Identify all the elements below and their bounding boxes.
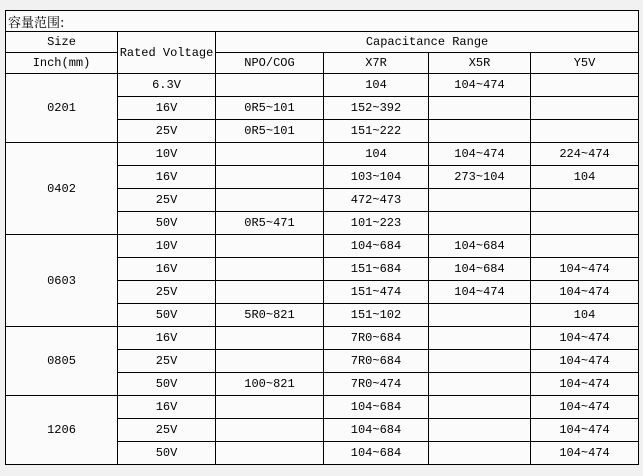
capacitance-range-table: [5, 10, 639, 465]
capacitance-cell: [216, 189, 324, 212]
capacitance-cell: 104: [324, 74, 429, 97]
capacitance-cell: [216, 143, 324, 166]
col-header-capacitance-range: Capacitance Range: [216, 32, 639, 53]
voltage-cell: 16V: [118, 396, 216, 419]
capacitance-cell: [429, 419, 531, 442]
voltage-cell: 50V: [118, 442, 216, 465]
capacitance-cell: [216, 258, 324, 281]
capacitance-cell: 104~474: [531, 258, 639, 281]
capacitance-cell: [216, 442, 324, 465]
capacitance-cell: [429, 442, 531, 465]
capacitance-cell: 104~474: [531, 373, 639, 396]
capacitance-cell: [429, 120, 531, 143]
col-header-npo-cog: NPO/COG: [216, 53, 324, 74]
capacitance-cell: 104~474: [531, 442, 639, 465]
capacitance-cell: [531, 212, 639, 235]
voltage-cell: 25V: [118, 281, 216, 304]
capacitance-cell: 224~474: [531, 143, 639, 166]
capacitance-cell: [429, 304, 531, 327]
capacitance-cell: [531, 120, 639, 143]
voltage-cell: 16V: [118, 97, 216, 120]
voltage-cell: 25V: [118, 120, 216, 143]
voltage-cell: 25V: [118, 350, 216, 373]
capacitance-cell: 152~392: [324, 97, 429, 120]
voltage-cell: 10V: [118, 235, 216, 258]
capacitance-cell: 151~222: [324, 120, 429, 143]
capacitance-cell: 104~474: [429, 281, 531, 304]
voltage-cell: 25V: [118, 189, 216, 212]
capacitance-cell: [531, 189, 639, 212]
capacitance-cell: [531, 97, 639, 120]
table-row: [6, 396, 639, 419]
capacitance-cell: 7R0~684: [324, 350, 429, 373]
capacitance-cell: 0R5~101: [216, 120, 324, 143]
capacitance-cell: 151~684: [324, 258, 429, 281]
capacitance-cell: 104~684: [324, 442, 429, 465]
capacitance-cell: 151~102: [324, 304, 429, 327]
capacitance-cell: 273~104: [429, 166, 531, 189]
table-row: [6, 74, 639, 97]
capacitance-cell: 104~474: [429, 143, 531, 166]
capacitance-cell: 104~684: [429, 235, 531, 258]
capacitance-cell: [216, 74, 324, 97]
capacitance-cell: [216, 350, 324, 373]
size-cell-0805: 0805: [6, 327, 118, 396]
capacitance-cell: [429, 396, 531, 419]
voltage-cell: 16V: [118, 166, 216, 189]
capacitance-cell: 100~821: [216, 373, 324, 396]
capacitance-cell: 103~104: [324, 166, 429, 189]
capacitance-cell: 104~684: [324, 235, 429, 258]
capacitance-cell: 0R5~471: [216, 212, 324, 235]
capacitance-cell: [216, 281, 324, 304]
voltage-cell: 50V: [118, 212, 216, 235]
col-header-x5r: X5R: [429, 53, 531, 74]
capacitance-cell: [216, 166, 324, 189]
table-row: [6, 327, 639, 350]
capacitance-cell: [216, 327, 324, 350]
voltage-cell: 16V: [118, 258, 216, 281]
col-header-y5v: Y5V: [531, 53, 639, 74]
voltage-cell: 25V: [118, 419, 216, 442]
voltage-cell: 16V: [118, 327, 216, 350]
capacitance-cell: [429, 189, 531, 212]
page-title: 容量范围:: [6, 11, 639, 32]
capacitance-cell: 104: [324, 143, 429, 166]
capacitance-cell: 104~474: [531, 396, 639, 419]
col-header-size: Size: [6, 32, 118, 53]
col-header-inch-mm: Inch(mm): [6, 53, 118, 74]
capacitance-cell: 104~684: [429, 258, 531, 281]
capacitance-cell: 104~684: [324, 396, 429, 419]
capacitance-cell: 104~474: [429, 74, 531, 97]
capacitance-cell: [429, 327, 531, 350]
capacitance-cell: [216, 396, 324, 419]
capacitance-cell: 472~473: [324, 189, 429, 212]
capacitance-cell: 104~474: [531, 350, 639, 373]
capacitance-cell: 104: [531, 166, 639, 189]
voltage-cell: 10V: [118, 143, 216, 166]
capacitance-cell: 7R0~474: [324, 373, 429, 396]
table-row: [6, 235, 639, 258]
voltage-cell: 50V: [118, 373, 216, 396]
capacitance-cell: [531, 74, 639, 97]
voltage-cell: 6.3V: [118, 74, 216, 97]
capacitance-cell: 104~474: [531, 419, 639, 442]
capacitance-cell: [429, 373, 531, 396]
size-cell-0603: 0603: [6, 235, 118, 327]
capacitance-cell: 104~684: [324, 419, 429, 442]
capacitance-cell: 7R0~684: [324, 327, 429, 350]
col-header-x7r: X7R: [324, 53, 429, 74]
capacitance-cell: 151~474: [324, 281, 429, 304]
table-row: [6, 143, 639, 166]
capacitance-cell: [216, 235, 324, 258]
size-cell-0402: 0402: [6, 143, 118, 235]
capacitance-cell: [429, 350, 531, 373]
size-cell-1206: 1206: [6, 396, 118, 465]
capacitance-cell: 104~474: [531, 327, 639, 350]
capacitance-cell: 104~474: [531, 281, 639, 304]
capacitance-cell: [429, 212, 531, 235]
size-cell-0201: 0201: [6, 74, 118, 143]
capacitance-cell: 104: [531, 304, 639, 327]
capacitance-cell: [429, 97, 531, 120]
capacitance-cell: 0R5~101: [216, 97, 324, 120]
capacitance-cell: 5R0~821: [216, 304, 324, 327]
capacitance-cell: 101~223: [324, 212, 429, 235]
capacitance-cell: [531, 235, 639, 258]
capacitance-cell: [216, 419, 324, 442]
col-header-rated-voltage: Rated Voltage: [118, 32, 216, 74]
voltage-cell: 50V: [118, 304, 216, 327]
